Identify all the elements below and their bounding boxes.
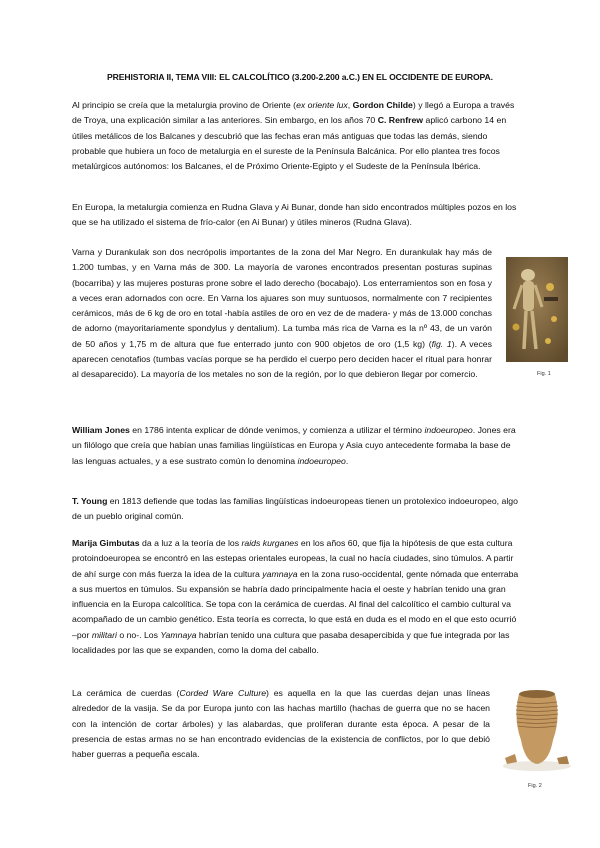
paragraph-corded-ware: La cerámica de cuerdas (Corded Ware Culture) es aquella en la que las cuerdas dejan unas líneas alrededor de la vasija. Se da por Europa junto con las hachas martillo (hachas de guerra que no se hacen con la intención de cortar árboles) y las alabardas, que proliferan durante esta época. A pesar de la presencia de estas armas no se han encontrado evidencias de la existencia de conflictos, por lo que debió haber guerras a pequeña escala. [72,688,490,760]
paragraph-metallurgy-origin: Al principio se creía que la metalurgia provino de Oriente (ex oriente lux, Gordon Childe) y llegó a Europa a través de Troya, una explicación similar a las anteriores. Sin embargo, en los años 70 C. Renfrew aplicó carbono 14 en útiles metálicos de los Balcanes y descubrió que las fechas eran más antiguas que todas las demás, siendo probable que hubiera un foco de metalurgia en el sureste de la Península Balcánica. Por ello plantea tres focos metalúrgicos autónomos: los Balcanes, el de Próximo Oriente-Egipto y el Sudeste de la Península Ibérica. [72,100,515,172]
fig-2-corded-ware-vessel [497,678,575,774]
paragraph-william-jones: William Jones en 1786 intenta explicar de dónde venimos, y comienza a utilizar el término indoeuropeo. Jones era un filólogo que creía que habían unas familias lingüísticas en Europa y Asia cuyo antecedente formaba la base de las lenguas actuales, y a ese sustrato común lo denomina indoeuropeo. [72,425,516,466]
name-t-young: T. Young [72,496,108,506]
fig-1-caption: Fig. 1 [537,371,551,377]
name-gordon-childe: Gordon Childe [352,100,413,110]
name-william-jones: William Jones [72,425,130,435]
paragraph-marija-gimbutas: Marija Gimbutas da a luz a la teoría de los raids kurganes en los años 60, que fija la hipótesis de que esta cultura protoindoeuropea se encontró en las estepas orientales europeas, la cual no hacía ciudades, sino túmulos. A partir de ahí surge con más fuerza la idea de la cultura yamnaya en la zona ruso-occidental, gente nómada que enterraba a sus muertos en túmulos. Su expansión se habría dado principalmente hacia el oeste y habrían tenido una gran influencia en la Europa calcolítica. Se topa con la cerámica de cuerdas. Al final del calcolítico el cambio cultural va acompañado de un cambio genético. Esta teoría es correcta, lo que está en duda es el modo en el que esto ocurrió –por militari o no-. Los Yamnaya habrían tenido una cultura que pasaba desapercibida y que fue integrada por las localidades por las que se expanden, como la doma del caballo. [72,538,519,656]
italic-corded-ware-culture: Corded Ware Culture [179,688,267,698]
paragraph-rudna-glava: En Europa, la metalurgia comienza en Rudna Glava y Ai Bunar, donde han sido encontrados múltiples pozos en los que se ha utilizado el sistema de frío-calor (en Ai Bunar) y útiles mineros (Rudna Glava). [72,202,517,228]
paragraph-varna-durankulak: Varna y Durankulak son dos necrópolis importantes de la zona del Mar Negro. En durankulak hay más de 1.200 tumbas, y en Varna más de 300. La mayoría de varones encontrados presentan posturas supinas (bocarriba) y las mujeres posturas prone sobre el lado derecho (bocabajo). Los enterramientos son en fosa y a veces eran adornados con ocre. En Varna los ajuares son muy suntuosos, normalmente con 7 recipientes cerámicos, más de 6 kg de oro en total -había astiles de oro en vez de de madera- y más de 13.000 conchas de adorno (mayoritariamente spondylus y dentalium). La tumba más rica de Varna es la nº 43, de un varón de 50 años y 1,75 m de altura que fue enterrado junto con 900 objetos de oro (1,5 kg) (fig. 1). A veces aparecen cenotafios (tumbas vacías porque se ha perdido el cuerpo pero deciden hacer el ritual para honrar al desaparecido). La mayoría de los metales no son de la región, por lo que debieron llegar por comercio. [72,247,492,380]
paragraph-t-young: T. Young en 1813 defiende que todas las familias lingüísticas indoeuropeas tienen un protolexico indoeuropeo, algo de un pueblo original común. [72,496,518,522]
fig-1-reference: fig. 1 [431,338,452,349]
fig-1-burial-photo [506,257,568,362]
document-title: PREHISTORIA II, TEMA VIII: EL CALCOLÍTICO (3.200-2.200 a.C.) EN EL OCCIDENTE DE EUROPA. [107,72,493,82]
italic-ex-oriente-lux: ex oriente lux [296,100,348,110]
name-marija-gimbutas: Marija Gimbutas [72,538,140,548]
name-c-renfrew: C. Renfrew [377,115,424,126]
fig-2-caption: Fig. 2 [528,783,542,789]
